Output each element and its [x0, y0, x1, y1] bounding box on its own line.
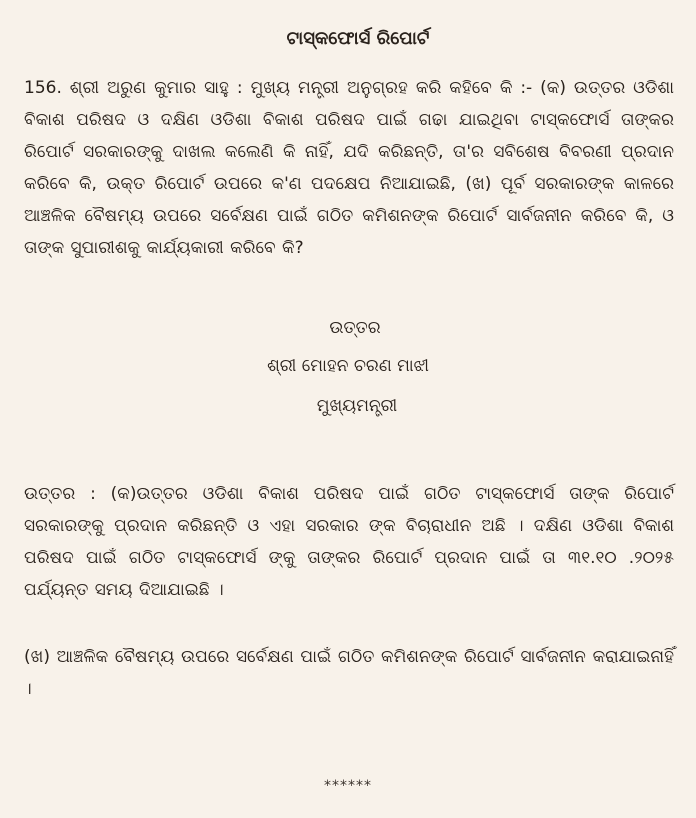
- minister-name: ଶ୍ରୀ ମୋହନ ଚରଣ ମାଝୀ: [267, 356, 429, 376]
- question-paragraph: 156. ଶ୍ରୀ ଅରୁଣ କୁମାର ସାହୁ : ମୁଖ୍ୟ ମନ୍ତ୍ରୀ ଅନୁଗ୍ରହ କରି କହିବେ କି :- (କ) ଉତ୍ତର ଓଡିଶା ବିକାଶ ପରିଷଦ ଓ ଦକ୍ଷିଣ ଓଡିଶା ବିକାଶ ପରିଷଦ ପାଇଁ ଗଢା ଯାଇଥିବା ଟାସ୍କଫୋର୍ସ ତାଙ୍କର ରିପୋର୍ଟ ସରକାରଙ୍କୁ ଦାଖଲ କଲେଣି କି ନାହିଁ, ଯଦି କରିଛନ୍ତି, ତା'ର ସବିଶେଷ ବିବରଣୀ ପ୍ରଦାନ କରିବେ କି, ଉକ୍ତ ରିପୋର୍ଟ ଉପରେ କ'ଣ ପଦକ୍ଷେପ ନିଆଯାଇଛି, (ଖ) ପୂର୍ବ ସରକାରଙ୍କ କାଳରେ ଆଞ୍ଚଳିକ ବୈଷମ୍ୟ ଉପରେ ସର୍ବେକ୍ଷଣ ପାଇଁ ଗଠିତ କମିଶନଙ୍କ ରିପୋର୍ଟ ସାର୍ବଜନୀନ କରିବେ କି, ଓ ତାଙ୍କ ସୁପାରୀଶକୁ କାର୍ଯ୍ୟକାରୀ କରିବେ କି?: [24, 78, 674, 258]
- answer-paragraph-ka: ଉତ୍ତର : (କ)ଉତ୍ତର ଓଡିଶା ବିକାଶ ପରିଷଦ ପାଇଁ ଗଠିତ ଟାସ୍କଫୋର୍ସ ତାଙ୍କ ରିପୋର୍ଟ ସରକାରଙ୍କୁ ପ୍ରଦାନ କରିଛନ୍ତି ଓ ଏହା ସରକାର ଙ୍କ ବିଚାରାଧୀନ ଅଛି । ଦକ୍ଷିଣ ଓଡିଶା ବିକାଶ ପରିଷଦ ପାଇଁ ଗଠିତ ଟାସ୍କଫୋର୍ସ ଙ୍କୁ ତାଙ୍କର ରିପୋର୍ଟ ପ୍ରଦାନ ପାଇଁ ତା ୩୧.୧୦ .୨୦୨୫ ପର୍ଯ୍ୟନ୍ତ ସମୟ ଦିଆଯାଇଛି ।: [24, 484, 674, 600]
- answer-paragraph-kha: (ଖ) ଆଞ୍ଚଳିକ ବୈଷମ୍ୟ ଉପରେ ସର୍ବେକ୍ଷଣ ପାଇଁ ଗଠିତ କମିଶନଙ୍କ ରିପୋର୍ଟ ସାର୍ବଜନୀନ କରାଯାଇନାହିଁ ।: [24, 647, 674, 699]
- document-title: ଟାସ୍କଫୋର୍ସ ରିପୋର୍ଟ: [286, 28, 430, 49]
- end-of-document-mark: ******: [324, 778, 372, 794]
- answer-heading: ଉତ୍ତର: [329, 318, 381, 338]
- minister-post: ମୁଖ୍ୟମନ୍ତ୍ରୀ: [316, 396, 398, 416]
